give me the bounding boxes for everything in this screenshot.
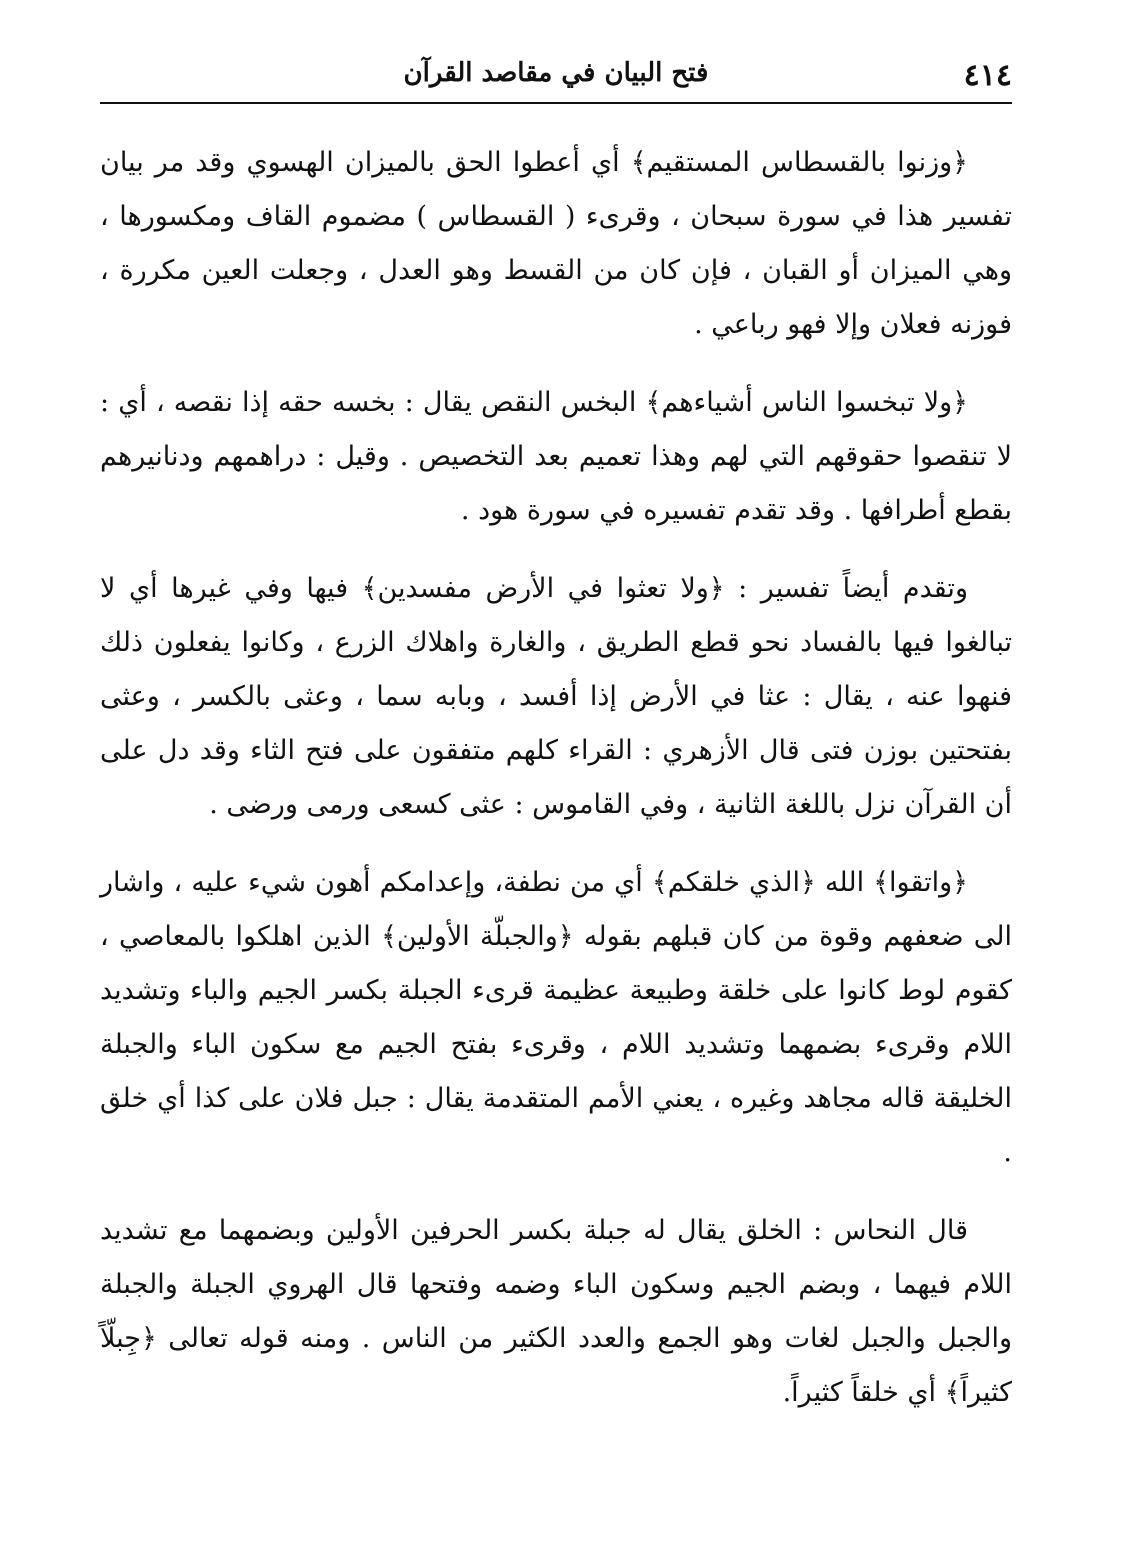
page-header <box>100 0 1012 110</box>
paragraph: وتقدم أيضاً تفسير : ﴿ولا تعثوا في الأرض مفسدين﴾ فيها وفي غيرها أي لا تبالغوا فيها بالفساد نحو قطع الطريق ، والغارة واهلاك الزرع ، وكانوا يفعلون ذلك فنهوا عنه ، يقال : عثا في الأرض إذا أفسد ، وبابه سما ، وعثى بالكسر ، وعثى بفتحتين بوزن فتى قال الأزهري : القراء كلهم متفقون على فتح الثاء وقد دل على أن القرآن نزل باللغة الثانية ، وفي القاموس : عثى كسعى ورمى ورضى . <box>100 573 1012 820</box>
header-rule <box>100 102 1012 104</box>
page-number: ٤١٤ <box>963 58 1012 93</box>
paragraph: ﴿ولا تبخسوا الناس أشياءهم﴾ البخس النقص يقال : بخسه حقه إذا نقصه ، أي : لا تنقصوا حقوقهم التي لهم وهذا تعميم بعد التخصيص . وقيل : دراهمهم ودنانيرهم بقطع أطرافها . وقد تقدم تفسيره في سورة هود . <box>100 387 1012 526</box>
page-body <box>100 136 1012 1420</box>
paragraph: ﴿واتقوا﴾ الله ﴿الذي خلقكم﴾ أي من نطفة، وإعدامكم أهون شيء عليه ، واشار الى ضعفهم وقوة من كان قبلهم بقوله ﴿والجبلّة الأولين﴾ الذين اهلكوا بالمعاصي ، كقوم لوط كانوا على خلقة وطبيعة عظيمة قرىء الجبلة بكسر الجيم والباء وتشديد اللام وقرىء بضمهما وتشديد اللام ، وقرىء بفتح الجيم مع سكون الباء والجبلة الخليقة قاله مجاهد وغيره ، يعني الأمم المتقدمة يقال : جبل فلان على كذا أي خلق . <box>100 867 1012 1168</box>
running-title: فتح البيان في مقاصد القرآن <box>403 58 709 88</box>
paragraph: قال النحاس : الخلق يقال له جبلة بكسر الحرفين الأولين وبضمهما مع تشديد اللام فيهما ، وبضم الجيم وسكون الباء وضمه وفتحها قال الهروي الجبلة والجبلة والجبل والجبل لغات وهو الجمع والعدد الكثير من الناس . ومنه قوله تعالى ﴿جِبلّاً كثيراً﴾ أي خلقاً كثيراً. <box>100 1215 1012 1408</box>
paragraph: ﴿وزنوا بالقسطاس المستقيم﴾ أي أعطوا الحق بالميزان الهسوي وقد مر بيان تفسير هذا في سورة سبحان ، وقرىء ( القسطاس ) مضموم القاف ومكسورها ، وهي الميزان أو القبان ، فإن كان من القسط وهو العدل ، وجعلت العين مكررة ، فوزنه فعلان وإلا فهو رباعي . <box>100 147 1012 340</box>
